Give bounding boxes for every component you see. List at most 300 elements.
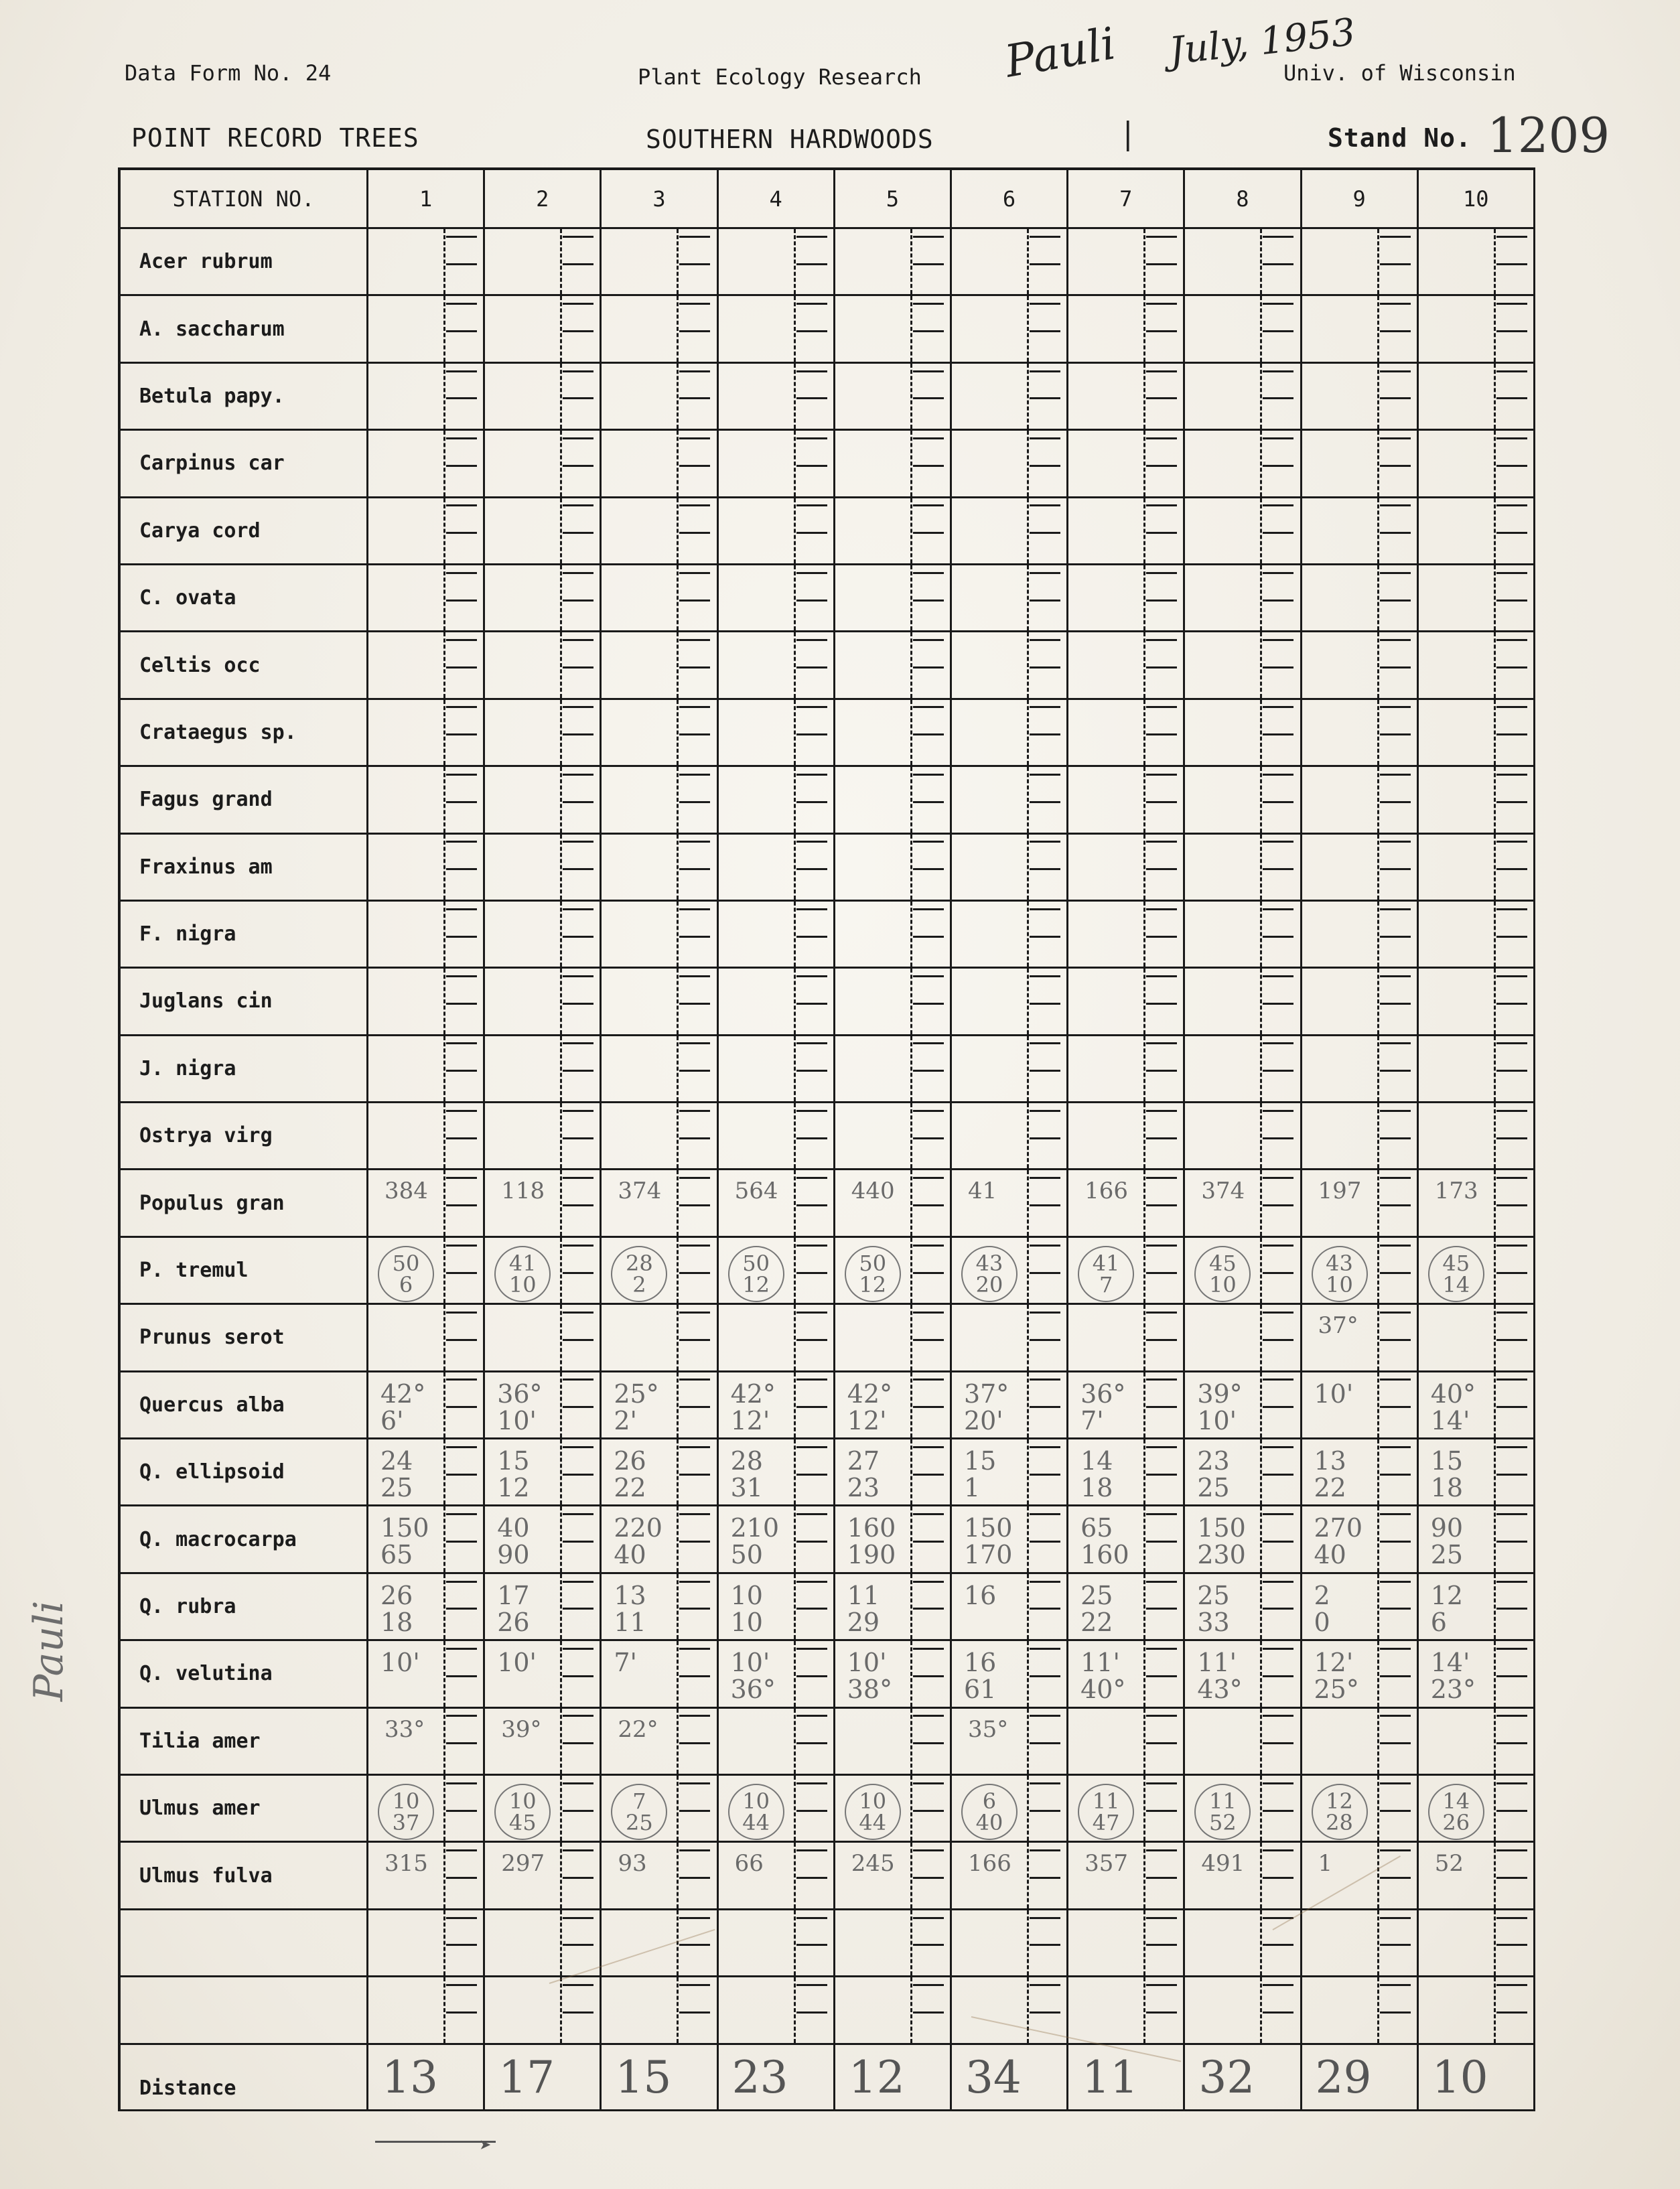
record-cell	[835, 1170, 952, 1237]
cell-divider	[1377, 1036, 1379, 1101]
cell-divider	[794, 902, 796, 967]
handwritten-entry	[847, 1582, 880, 1636]
cell-tick	[446, 572, 477, 574]
record-cell	[952, 1305, 1068, 1372]
cell-tick	[1380, 599, 1411, 602]
record-cell	[835, 632, 952, 699]
record-cell	[719, 700, 835, 767]
cell-divider	[443, 1506, 445, 1571]
handwritten-entry: 173	[1434, 1178, 1478, 1205]
record-cell	[952, 1574, 1068, 1641]
record-cell	[952, 1641, 1068, 1708]
handwritten-entry	[497, 1381, 542, 1434]
cell-tick	[679, 639, 710, 641]
cell-divider	[1260, 1641, 1262, 1706]
cell-divider	[1377, 1574, 1379, 1639]
entry-line: 12	[1430, 1580, 1464, 1610]
entry-line: 11	[614, 1607, 646, 1637]
cell-tick	[1146, 868, 1177, 870]
cell-divider	[1143, 1103, 1145, 1168]
species-label: Q. macrocarpa	[118, 1506, 368, 1573]
record-cell	[368, 1574, 485, 1641]
cell-tick	[913, 774, 944, 776]
record-cell	[1302, 364, 1419, 431]
record-cell	[835, 1910, 952, 1977]
record-cell	[368, 1709, 485, 1776]
cell-divider	[910, 431, 912, 496]
record-cell	[368, 969, 485, 1036]
cell-tick	[679, 1810, 710, 1812]
cell-tick	[1146, 1042, 1177, 1044]
cell-tick	[679, 1312, 710, 1314]
record-cell	[1185, 1036, 1302, 1103]
cell-tick	[563, 1070, 593, 1072]
cell-tick	[1146, 801, 1177, 803]
cell-tick	[446, 437, 477, 439]
record-cell	[1185, 1709, 1302, 1776]
cell-divider	[1377, 1843, 1379, 1908]
cell-divider	[1494, 700, 1496, 765]
cell-divider	[1494, 632, 1496, 697]
cell-tick	[1263, 1204, 1293, 1206]
species-label: Betula papy.	[118, 364, 368, 431]
cell-tick	[563, 370, 593, 372]
record-cell	[719, 565, 835, 632]
cell-divider	[1377, 296, 1379, 361]
handwritten-entry	[731, 1381, 776, 1434]
entry-line: 28	[626, 1250, 653, 1276]
cell-tick	[446, 397, 477, 399]
entry-line: 42°	[847, 1379, 893, 1409]
record-cell	[485, 1843, 602, 1910]
cell-tick	[679, 1245, 710, 1247]
cell-tick	[563, 936, 593, 938]
species-label	[118, 1977, 368, 2044]
cell-divider	[560, 1305, 562, 1370]
cell-tick	[1030, 1110, 1060, 1112]
distance-value: 32	[1198, 2051, 1255, 2103]
cell-tick	[1263, 936, 1293, 938]
cell-tick	[1496, 532, 1527, 534]
species-label: A. saccharum	[118, 296, 368, 363]
cell-tick	[1263, 1849, 1293, 1851]
cell-tick	[1380, 1849, 1411, 1851]
cell-divider	[1027, 296, 1029, 361]
cell-tick	[563, 1675, 593, 1677]
cell-tick	[1146, 936, 1177, 938]
cell-tick	[913, 1070, 944, 1072]
cell-tick	[563, 1877, 593, 1879]
entry-line: 25	[626, 1809, 653, 1835]
record-cell	[1068, 1036, 1185, 1103]
entry-line: 10	[508, 1788, 537, 1814]
cell-tick	[1263, 370, 1293, 372]
record-cell	[719, 1574, 835, 1641]
record-cell	[485, 902, 602, 969]
record-cell	[602, 1305, 718, 1372]
cell-tick	[796, 303, 827, 305]
cell-tick	[1146, 1608, 1177, 1610]
circled-entry	[494, 1784, 551, 1840]
cell-divider	[794, 767, 796, 832]
record-cell	[1419, 364, 1535, 431]
cell-divider	[1027, 1641, 1029, 1706]
cell-tick	[1263, 1675, 1293, 1677]
cell-divider	[677, 1506, 679, 1571]
station-number: 7	[1068, 167, 1185, 229]
handwritten-entry	[847, 1649, 892, 1703]
entry-line: 37	[392, 1809, 420, 1835]
cell-divider	[1377, 1439, 1379, 1504]
cell-tick	[1263, 1581, 1293, 1583]
record-cell	[485, 1305, 602, 1372]
cell-tick	[796, 1204, 827, 1206]
cell-divider	[560, 835, 562, 900]
cell-tick	[446, 774, 477, 776]
handwritten-entry: 35°	[967, 1715, 1009, 1743]
cell-tick	[1030, 733, 1060, 735]
cell-tick	[796, 1245, 827, 1247]
cell-tick	[679, 1474, 710, 1476]
cell-tick	[563, 303, 593, 305]
entry-line: 37°	[963, 1379, 1009, 1409]
cell-tick	[446, 465, 477, 467]
cell-tick	[1496, 774, 1527, 776]
entry-line: 42°	[730, 1379, 776, 1409]
cell-divider	[1143, 296, 1145, 361]
record-cell	[602, 431, 718, 498]
cell-divider	[677, 565, 679, 630]
cell-divider	[1377, 229, 1379, 294]
record-cell	[1185, 1170, 1302, 1237]
cell-tick	[563, 666, 593, 668]
cell-tick	[1496, 504, 1527, 506]
cell-divider	[1027, 1910, 1029, 1975]
cell-tick	[446, 936, 477, 938]
record-cell	[368, 1372, 485, 1439]
cell-tick	[1030, 1877, 1060, 1879]
cell-tick	[1263, 975, 1293, 977]
cell-tick	[1030, 572, 1060, 574]
cell-divider	[1260, 1574, 1262, 1639]
handwritten-entry: 1	[1318, 1850, 1333, 1878]
cell-divider	[794, 1305, 796, 1370]
cell-divider	[560, 1977, 562, 2042]
entry-line: 40	[1314, 1540, 1346, 1570]
cell-tick	[1030, 1782, 1060, 1784]
cell-tick	[1496, 1810, 1527, 1812]
record-cell	[1419, 565, 1535, 632]
record-cell	[368, 1036, 485, 1103]
cell-tick	[1263, 666, 1293, 668]
entry-line: 10'	[380, 1648, 420, 1678]
record-cell	[835, 229, 952, 296]
entry-line: 150	[380, 1513, 429, 1543]
cell-divider	[677, 1170, 679, 1235]
entry-line: 23°	[1430, 1675, 1476, 1705]
entry-line: 15	[963, 1446, 997, 1476]
cell-divider	[443, 1170, 445, 1235]
cell-divider	[1260, 902, 1262, 967]
cell-tick	[1380, 841, 1411, 843]
cell-tick	[1496, 1917, 1527, 1919]
cell-tick	[1263, 1541, 1293, 1543]
record-cell	[1302, 296, 1419, 363]
cell-divider	[1027, 1843, 1029, 1908]
cell-tick	[796, 1782, 827, 1784]
cell-divider	[1494, 1439, 1496, 1504]
cell-tick	[913, 532, 944, 534]
cell-tick	[1263, 908, 1293, 910]
station-number: 2	[485, 167, 602, 229]
record-cell	[1185, 1305, 1302, 1372]
cell-tick	[913, 1446, 944, 1448]
cell-tick	[1496, 1877, 1527, 1879]
cell-divider	[1494, 1372, 1496, 1437]
record-cell	[485, 1910, 602, 1977]
cell-tick	[796, 1379, 827, 1381]
cell-tick	[1496, 1312, 1527, 1314]
cell-tick	[796, 868, 827, 870]
cell-tick	[1496, 733, 1527, 735]
station-number: 3	[602, 167, 718, 229]
cell-tick	[796, 1877, 827, 1879]
cell-tick	[913, 639, 944, 641]
cell-divider	[1494, 969, 1496, 1034]
cell-tick	[913, 437, 944, 439]
cell-divider	[1377, 1170, 1379, 1235]
handwritten-entry	[497, 1582, 529, 1636]
species-label: Crataegus sp.	[118, 700, 368, 767]
cell-tick	[1030, 236, 1060, 238]
cell-divider	[794, 969, 796, 1034]
cell-divider	[677, 1641, 679, 1706]
cell-divider	[1377, 1506, 1379, 1571]
cell-tick	[446, 1944, 477, 1946]
record-cell	[485, 1709, 602, 1776]
cell-tick	[1030, 1742, 1060, 1744]
record-cell	[602, 1843, 718, 1910]
cell-tick	[796, 1272, 827, 1274]
entry-line: 36°	[1080, 1379, 1126, 1409]
cell-tick	[679, 1715, 710, 1717]
cell-tick	[913, 1984, 944, 1986]
cell-tick	[446, 639, 477, 641]
cell-divider	[1494, 296, 1496, 361]
record-cell	[952, 1910, 1068, 1977]
entry-line: 43	[975, 1250, 1003, 1276]
entry-line: 11'	[1080, 1648, 1120, 1678]
record-cell	[952, 1103, 1068, 1170]
cell-tick	[796, 1137, 827, 1139]
cell-divider	[677, 1238, 679, 1303]
cell-tick	[1030, 330, 1060, 332]
record-cell	[602, 498, 718, 565]
cell-tick	[1496, 1849, 1527, 1851]
cell-tick	[796, 397, 827, 399]
entry-line: 10	[730, 1607, 763, 1637]
cell-tick	[563, 868, 593, 870]
record-cell	[485, 1170, 602, 1237]
cell-tick	[1380, 706, 1411, 708]
entry-line: 220	[614, 1513, 662, 1543]
cell-tick	[563, 1608, 593, 1610]
cell-divider	[1143, 364, 1145, 429]
handwritten-entry	[614, 1447, 646, 1501]
cell-divider	[1494, 1305, 1496, 1370]
cell-tick	[446, 801, 477, 803]
cell-divider	[1494, 1103, 1496, 1168]
cell-tick	[1496, 1137, 1527, 1139]
handwritten-entry: 33°	[384, 1715, 425, 1743]
cell-divider	[1494, 1036, 1496, 1101]
species-label: Fagus grand	[118, 767, 368, 834]
cell-tick	[563, 465, 593, 467]
cell-tick	[563, 236, 593, 238]
cell-tick	[1146, 330, 1177, 332]
cell-tick	[1380, 1110, 1411, 1112]
record-cell	[1419, 1910, 1535, 1977]
entry-line: 170	[963, 1540, 1013, 1570]
cell-tick	[1380, 774, 1411, 776]
record-cell	[952, 498, 1068, 565]
cell-tick	[563, 706, 593, 708]
cell-tick	[563, 1944, 593, 1946]
cell-divider	[910, 1170, 912, 1235]
record-cell	[485, 767, 602, 834]
cell-tick	[563, 1446, 593, 1448]
record-cell	[368, 632, 485, 699]
cell-tick	[679, 774, 710, 776]
cell-divider	[677, 969, 679, 1034]
cell-divider	[1027, 1170, 1029, 1235]
cell-tick	[1380, 397, 1411, 399]
cell-tick	[1496, 303, 1527, 305]
record-cell	[1068, 902, 1185, 969]
cell-tick	[1030, 532, 1060, 534]
cell-divider	[443, 767, 445, 832]
handwritten-entry	[731, 1582, 763, 1636]
record-cell	[952, 1170, 1068, 1237]
cell-tick	[913, 397, 944, 399]
cell-tick	[679, 1110, 710, 1112]
distance-cell	[719, 2045, 835, 2111]
cell-divider	[794, 431, 796, 496]
handwritten-entry: 39°	[501, 1715, 542, 1743]
entry-line: 160	[1080, 1540, 1129, 1570]
cell-divider	[1027, 835, 1029, 900]
entry-line: 13	[1314, 1446, 1346, 1476]
cell-tick	[913, 841, 944, 843]
cell-tick	[796, 2011, 827, 2014]
cell-divider	[560, 1910, 562, 1975]
entry-line: 61	[963, 1675, 997, 1705]
cell-divider	[794, 1843, 796, 1908]
cell-tick	[1496, 1070, 1527, 1072]
cell-divider	[443, 1372, 445, 1437]
cell-divider	[1027, 902, 1029, 967]
cell-tick	[913, 236, 944, 238]
entry-line: 12	[1326, 1788, 1353, 1814]
cell-tick	[1146, 666, 1177, 668]
entry-line: 10'	[730, 1648, 770, 1678]
cell-tick	[1146, 774, 1177, 776]
entry-line: 12	[742, 1271, 770, 1297]
record-cell	[1302, 1305, 1419, 1372]
cell-divider	[1260, 1709, 1262, 1774]
point-record-table	[118, 167, 1535, 2111]
cell-divider	[677, 229, 679, 294]
cell-tick	[1030, 1810, 1060, 1812]
cell-tick	[679, 1406, 710, 1408]
station-number: 1	[368, 167, 485, 229]
cell-divider	[1260, 1506, 1262, 1571]
cell-divider	[1027, 1574, 1029, 1639]
cell-tick	[679, 1177, 710, 1179]
handwritten-entry	[497, 1649, 537, 1676]
entry-line: 150	[963, 1513, 1013, 1543]
handwritten-entry	[964, 1381, 1009, 1434]
cell-tick	[679, 236, 710, 238]
record-cell	[1419, 835, 1535, 902]
record-cell	[1068, 1170, 1185, 1237]
record-cell	[952, 1776, 1068, 1843]
record-cell	[602, 1036, 718, 1103]
cell-tick	[1263, 397, 1293, 399]
record-cell	[1185, 431, 1302, 498]
circled-entry	[1078, 1784, 1134, 1840]
cell-tick	[446, 975, 477, 977]
entry-line: 10	[742, 1788, 770, 1814]
handwritten-entry: 357	[1084, 1850, 1129, 1878]
cell-tick	[446, 841, 477, 843]
cell-divider	[910, 1439, 912, 1504]
cell-tick	[1496, 1782, 1527, 1784]
record-cell	[1302, 1170, 1419, 1237]
cell-tick	[563, 437, 593, 439]
cell-divider	[1260, 1036, 1262, 1101]
cell-divider	[560, 1372, 562, 1437]
cell-tick	[679, 1742, 710, 1744]
cell-tick	[679, 936, 710, 938]
record-cell	[952, 364, 1068, 431]
record-cell	[835, 1238, 952, 1305]
record-cell	[1302, 1506, 1419, 1573]
cell-tick	[1146, 1541, 1177, 1543]
cell-tick	[1496, 1541, 1527, 1543]
cell-tick	[1380, 733, 1411, 735]
cell-tick	[1146, 908, 1177, 910]
record-cell	[485, 565, 602, 632]
cell-tick	[1146, 1742, 1177, 1744]
cell-tick	[1146, 437, 1177, 439]
cell-tick	[796, 1446, 827, 1448]
record-cell	[1419, 969, 1535, 1036]
cell-tick	[563, 1541, 593, 1543]
cell-tick	[796, 1513, 827, 1515]
cell-tick	[913, 1782, 944, 1784]
cell-tick	[563, 599, 593, 602]
entry-line: 43°	[1197, 1675, 1243, 1705]
cell-tick	[1263, 1379, 1293, 1381]
cell-divider	[560, 700, 562, 765]
cell-divider	[910, 364, 912, 429]
handwritten-entry	[380, 1381, 425, 1434]
cell-divider	[1027, 632, 1029, 697]
cell-divider	[794, 1506, 796, 1571]
cell-divider	[1027, 700, 1029, 765]
cell-tick	[679, 370, 710, 372]
